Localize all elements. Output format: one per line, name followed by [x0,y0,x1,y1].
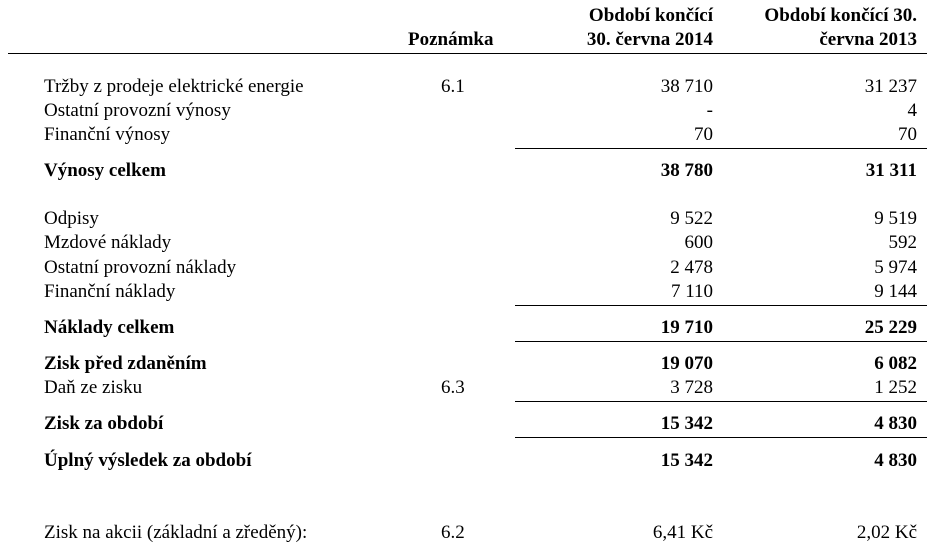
row-note: 6.2 [441,522,465,543]
row-label: Ostatní provozní výnosy [44,100,231,121]
row-note: 6.3 [441,377,465,398]
row-value-2014: 38 780 [660,160,713,181]
row-value-2013: 25 229 [864,317,917,338]
row-label: Mzdové náklady [44,232,172,253]
row-value-2014: 19 070 [660,353,713,374]
row-label: Náklady celkem [44,317,175,338]
row-value-2014: 9 522 [670,208,713,229]
row-value-2014: 3 728 [670,377,713,398]
subtotal-rule [515,437,927,438]
row-value-2014: 15 342 [660,413,713,434]
row-value-2014: 15 342 [660,450,713,471]
row-label: Výnosy celkem [44,160,166,181]
period-2013-header-line2: června 2013 [819,29,917,50]
row-label: Zisk před zdaněním [44,353,207,374]
period-2014-header-line1: Období končící [588,5,713,26]
row-value-2013: 31 237 [864,76,917,97]
row-value-2014: 19 710 [660,317,713,338]
row-value-2013: 9 519 [874,208,917,229]
row-value-2014: 38 710 [660,76,713,97]
row-label: Finanční výnosy [44,124,171,145]
row-value-2013: 70 [898,124,917,145]
row-label: Úplný výsledek za období [44,450,252,471]
row-value-2013: 1 252 [874,377,917,398]
header-rule [8,53,927,54]
subtotal-rule [515,341,927,342]
subtotal-rule [515,401,927,402]
row-value-2013: 6 082 [874,353,917,374]
row-value-2014: - [706,100,713,121]
row-value-2013: 4 830 [874,413,917,434]
subtotal-rule [515,305,927,306]
row-value-2013: 4 830 [874,450,917,471]
row-label: Daň ze zisku [44,377,143,398]
subtotal-rule [515,148,927,149]
row-label: Zisk na akcii (základní a zředěný): [44,522,308,543]
note-column-header: Poznámka [408,29,494,50]
row-value-2013: 592 [888,232,917,253]
period-2013-header-line1: Období končící 30. [764,5,917,26]
row-value-2014: 2 478 [670,257,713,278]
row-label: Finanční náklady [44,281,176,302]
row-label: Tržby z prodeje elektrické energie [44,76,304,97]
row-value-2013: 4 [907,100,917,121]
row-value-2013: 5 974 [874,257,917,278]
row-value-2013: 9 144 [874,281,917,302]
row-label: Zisk za období [44,413,164,434]
row-value-2014: 70 [694,124,713,145]
row-value-2013: 2,02 Kč [856,522,917,543]
row-value-2013: 31 311 [865,160,917,181]
row-label: Odpisy [44,208,99,229]
row-value-2014: 7 110 [670,281,713,302]
row-note: 6.1 [441,76,465,97]
row-value-2014: 600 [684,232,713,253]
row-label: Ostatní provozní náklady [44,257,237,278]
period-2014-header-line2: 30. června 2014 [586,29,713,50]
row-value-2014: 6,41 Kč [652,522,713,543]
